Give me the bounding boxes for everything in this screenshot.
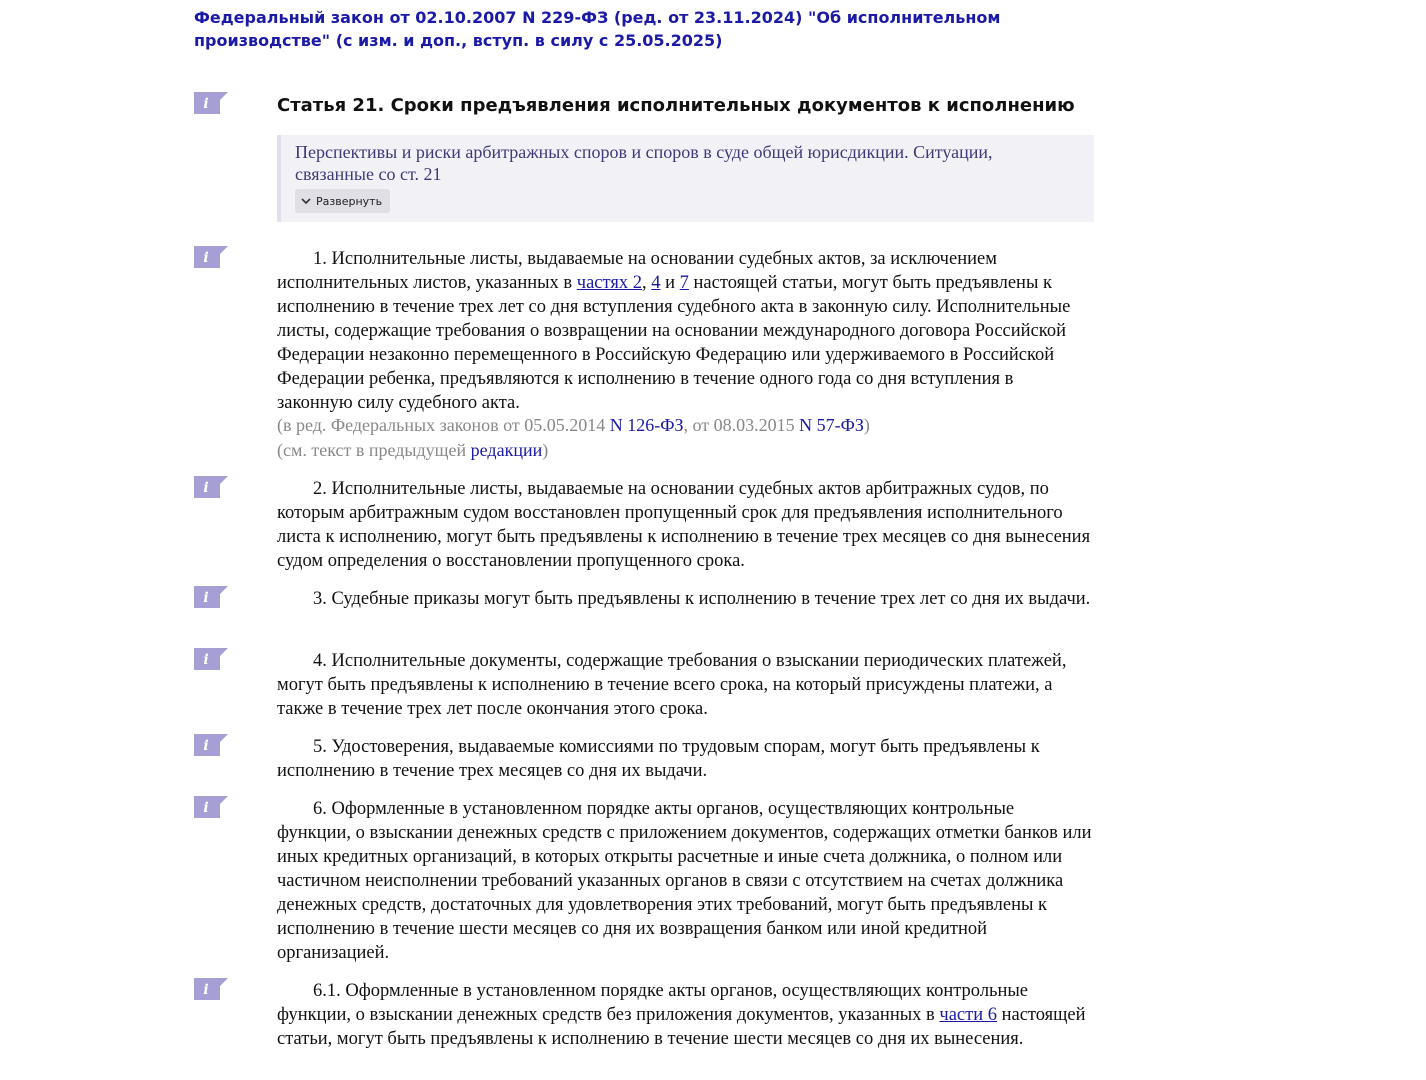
paragraph-text: 1. Исполнительные листы, выдаваемые на основании судебных актов, за исключением исполнительных листов, указанных в (277, 249, 997, 293)
expand-button-label: Развернуть (316, 194, 383, 208)
link-part-7[interactable]: 7 (679, 273, 689, 293)
paragraph-text: 5. Удостоверения, выдаваемые комиссиями по трудовым спорам, могут быть предъявлены к исполнению в течение трех месяцев со дня их выдачи. (277, 737, 1040, 781)
separator: и (660, 273, 680, 293)
link-law-57[interactable]: N 57-ФЗ (799, 415, 864, 435)
svg-text:i: i (203, 982, 209, 998)
edition-text: , от 08.03.2015 (683, 415, 800, 435)
previous-edition-note (277, 438, 1092, 462)
paragraph-3 (277, 587, 1092, 611)
paragraph-4 (277, 649, 1092, 721)
paragraph-2 (277, 477, 1092, 573)
paragraph-6 (277, 797, 1092, 965)
svg-text:i: i (203, 738, 209, 754)
info-icon[interactable] (194, 476, 228, 498)
link-previous-edition[interactable]: редакции (470, 440, 543, 460)
paragraph-text: 3. Судебные приказы могут быть предъявлены к исполнению в течение трех лет со дня их выдачи. (313, 589, 1091, 609)
svg-text:i: i (203, 652, 209, 668)
related-situations-note (277, 135, 1094, 222)
info-icon[interactable] (194, 734, 228, 756)
link-part-2[interactable]: частях 2 (576, 273, 642, 293)
edition-text: (в ред. Федеральных законов от 05.05.2014 (277, 415, 610, 435)
info-icon[interactable] (194, 978, 228, 1000)
svg-text:i: i (203, 590, 209, 606)
edition-text: ) (542, 440, 549, 460)
expand-button[interactable] (295, 189, 390, 213)
paragraph-text: 6. Оформленные в установленном порядке акты органов, осуществляющих контрольные функции, о взыскании денежных средств с приложением документов, содержащих отметки банков или иных кредитных организаций, в которых открыты расчетные и иные счета должника, о полном или частичном неисполнении требований указанных органов в связи с отсутствием на счетах должника денежных средств, достаточных для удовлетворения этих требований, могут быть предъявлены к исполнению в течение шести месяцев со дня их возвращения банком или иной кредитной организацией. (277, 799, 1092, 963)
info-icon[interactable] (194, 648, 228, 670)
svg-text:i: i (203, 250, 209, 266)
paragraph-text: 2. Исполнительные листы, выдаваемые на основании судебных актов арбитражных судов, по которым арбитражным судом восстановлен пропущенный срок для предъявления исполнительного листа к исполнению, могут быть предъявлены к исполнению в течение трех месяцев со дня вынесения судом определения о восстановлении пропущенного срока. (277, 479, 1091, 571)
paragraph-1 (277, 247, 1092, 415)
svg-text:i: i (203, 96, 209, 112)
info-icon[interactable] (194, 246, 228, 268)
document-title: Федеральный закон от 02.10.2007 N 229-ФЗ (ред. от 23.11.2024) "Об исполнительном производстве" (с изм. и доп., вступ. в силу с 25.05.2025) (194, 8, 1001, 50)
paragraph-5 (277, 735, 1092, 783)
chevron-down-icon (301, 195, 311, 208)
info-icon[interactable] (194, 796, 228, 818)
paragraph-text: 6.1. Оформленные в установленном порядке акты органов, осуществляющих контрольные функции, о взыскании денежных средств без приложения документов, указанных в (277, 981, 1029, 1025)
edition-text: ) (863, 415, 870, 435)
paragraph-text: настоящей статьи, могут быть предъявлены к исполнению в течение трех лет со дня вступления судебного акта в законную силу. Исполнительные листы, содержащие требования о возвращении на основании международного договора Российской Федерации незаконно перемещенного в Российскую Федерацию или удерживаемого в Российской Федерации ребенка, предъявляются к исполнению в течение одного года со дня вступления в законную силу судебного акта. (277, 273, 1071, 413)
edition-text: (см. текст в предыдущей (277, 440, 471, 460)
link-part-6[interactable]: части 6 (939, 1005, 997, 1025)
info-icon[interactable] (194, 586, 228, 608)
svg-text:i: i (203, 480, 209, 496)
note-text: Перспективы и риски арбитражных споров и споров в суде общей юрисдикции. Ситуации, связанные со ст. 21 (295, 142, 993, 184)
article-heading: Статья 21. Сроки предъявления исполнительных документов к исполнению (277, 95, 1075, 116)
info-icon[interactable] (194, 92, 228, 114)
link-law-126[interactable]: N 126-ФЗ (609, 415, 684, 435)
edition-note (277, 413, 1092, 437)
paragraph-text: 4. Исполнительные документы, содержащие требования о взыскании периодических платежей, могут быть предъявлены к исполнению в течение всего срока, на который присуждены платежи, а также в течение трех лет после окончания этого срока. (277, 651, 1067, 719)
svg-text:i: i (203, 800, 209, 816)
paragraph-6-1 (277, 979, 1092, 1051)
link-part-4[interactable]: 4 (651, 273, 661, 293)
paragraph-text: настоящей статьи, могут быть предъявлены к исполнению в течение шести месяцев со дня их вынесения. (277, 1005, 1086, 1049)
separator: , (642, 273, 652, 293)
